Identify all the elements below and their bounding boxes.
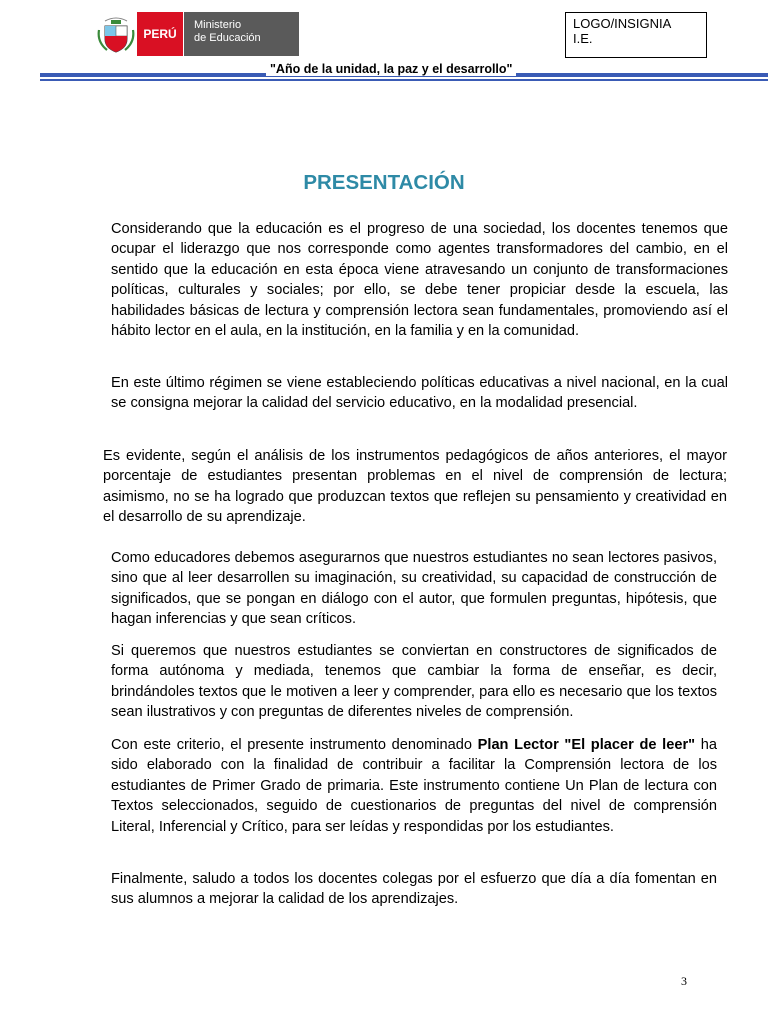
ministry-line-1: Ministerio [194,19,242,31]
paragraph-1: Considerando que la educación es el progreso de una sociedad, los docentes tenemos que ocupar el liderazgo que nos corresponde como agentes transformadores del cambio, en el sentido que la educación en esta época viene atravesando un conjunto de transformaciones políticas, culturales y sociales; por ello, se debe tener propiciar desde la escuela, las habilidades básicas de lectura y comprensión lectora sean fundamentales, promoviendo así el hábito lector en el aula, en la institución, en la familia y en la comunidad. [111,221,728,340]
peru-coat-of-arms-icon [97,12,135,56]
peru-label: PERÚ [137,12,183,56]
paragraph-3: Es evidente, según el análisis de los instrumentos pedagógicos de años anteriores, el mayor porcentaje de estudiantes presentan problemas en el nivel de comprensión de lectura; asimismo, no se ha logrado que produzcan textos que reflejen su pensamiento y creatividad en el desarrollo de su aprendizaje. [103,448,727,526]
year-motto: "Año de la unidad, la paz y el desarrollo" [266,62,516,76]
ministry-line-2: de Educación [194,32,261,44]
paragraph-6-rest: ha sido elaborado con la finalidad de contribuir a facilitar la Comprensión lectora de los estudiantes de Primer Grado de primaria. Este instrumento contiene Un Plan de lectura con Textos seleccionados, seguido de cuestionarios de preguntas del nivel de comprensión Literal, Inferencial y Crítico, para ser leídas y respondidas por los estudiantes. [111,737,717,835]
paragraph-7: Finalmente, saludo a todos los docentes colegas por el esfuerzo que día a día fomentan en sus alumnos a mejorar la calidad de los aprendizajes. [111,871,717,908]
paragraph-6 [111,735,717,837]
paragraph-2: En este último régimen se viene estableciendo políticas educativas a nivel nacional, en la cual se consigna mejorar la calidad del servicio educativo, en la modalidad presencial. [111,375,728,412]
ministry-name [184,12,299,56]
plan-lector-title: Plan Lector "El placer de leer" [477,737,696,753]
paragraph-6-intro: Con este criterio, el presente instrumento denominado [111,737,478,753]
paragraph-5: Si queremos que nuestros estudiantes se conviertan en constructores de significados de forma autónoma y mediada, tenemos que cambiar la forma de enseñar, es decir, brindándoles textos que le motiven a leer y comprender, para ello es necesario que los textos sean ilustrativos y con preguntas de diferentes niveles de comprensión. [111,643,717,721]
header-rule-thin [40,79,768,81]
logo-placeholder-line-1: LOGO/INSIGNIA [573,16,672,31]
school-logo-placeholder [565,12,707,58]
logo-placeholder-line-2: I.E. [573,31,593,46]
page-number: 3 [681,974,687,988]
page-title: PRESENTACIÓN [303,171,465,194]
paragraph-4: Como educadores debemos asegurarnos que nuestros estudiantes no sean lectores pasivos, sino que al leer desarrollen su imaginación, su creatividad, su capacidad de construcción de significados, que se pongan en diálogo con el autor, que formulen preguntas, hipótesis, que hagan inferencias y que sean críticos. [111,550,717,628]
ministry-header-logo [97,12,299,56]
